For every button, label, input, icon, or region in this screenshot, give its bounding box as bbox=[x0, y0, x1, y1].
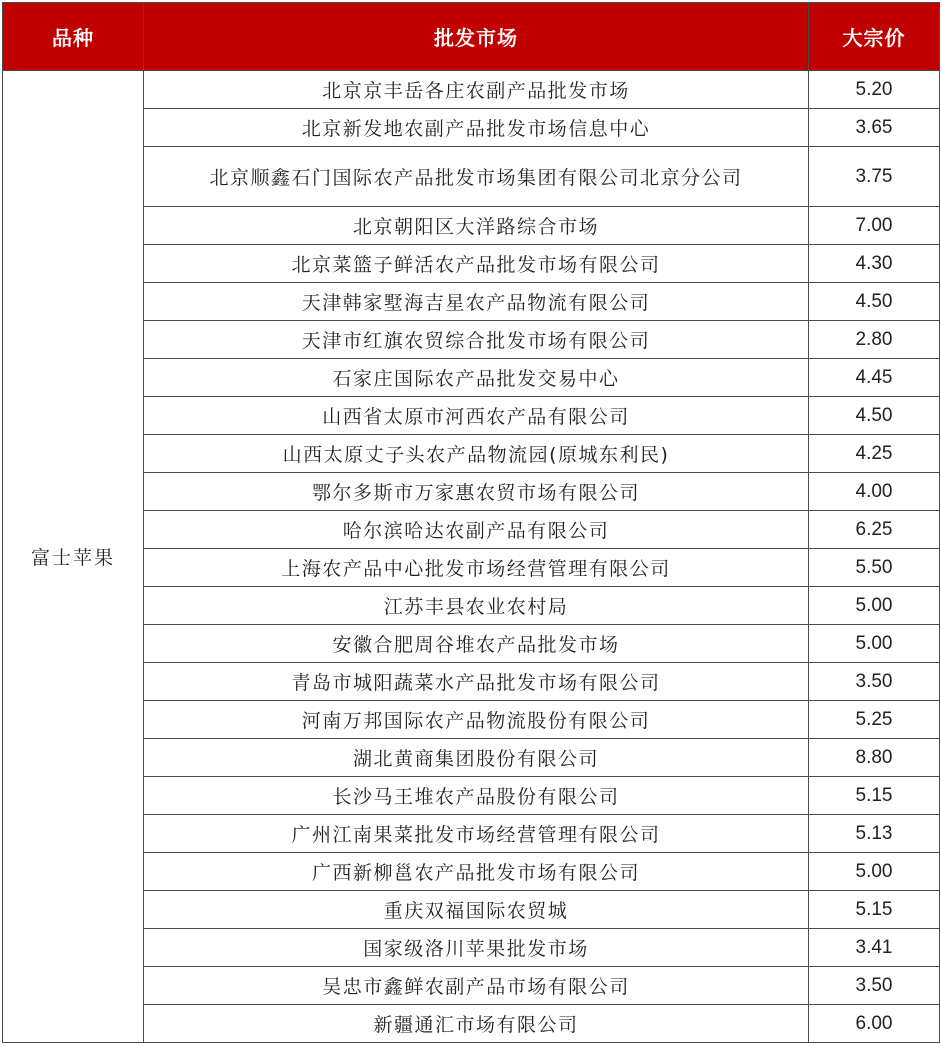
market-cell: 北京菜篮子鲜活农产品批发市场有限公司 bbox=[144, 245, 809, 283]
header-price: 大宗价 bbox=[809, 3, 940, 71]
table-row bbox=[3, 701, 940, 739]
price-cell: 4.45 bbox=[809, 359, 940, 397]
price-cell: 5.15 bbox=[809, 891, 940, 929]
table-row bbox=[3, 739, 940, 777]
table-row bbox=[3, 929, 940, 967]
table-row bbox=[3, 549, 940, 587]
table-row bbox=[3, 777, 940, 815]
variety-cell: 富士苹果 bbox=[3, 71, 144, 1043]
price-cell: 5.00 bbox=[809, 587, 940, 625]
price-cell: 5.20 bbox=[809, 71, 940, 109]
market-cell: 北京顺鑫石门国际农产品批发市场集团有限公司北京分公司 bbox=[144, 147, 809, 207]
market-cell: 新疆通汇市场有限公司 bbox=[144, 1005, 809, 1043]
market-cell: 青岛市城阳蔬菜水产品批发市场有限公司 bbox=[144, 663, 809, 701]
market-cell: 河南万邦国际农产品物流股份有限公司 bbox=[144, 701, 809, 739]
market-cell: 广州江南果菜批发市场经营管理有限公司 bbox=[144, 815, 809, 853]
table-row bbox=[3, 397, 940, 435]
price-cell: 6.25 bbox=[809, 511, 940, 549]
table-row bbox=[3, 109, 940, 147]
market-cell: 重庆双福国际农贸城 bbox=[144, 891, 809, 929]
market-cell: 国家级洛川苹果批发市场 bbox=[144, 929, 809, 967]
price-cell: 5.15 bbox=[809, 777, 940, 815]
price-cell: 3.75 bbox=[809, 147, 940, 207]
price-cell: 5.00 bbox=[809, 853, 940, 891]
table-row bbox=[3, 625, 940, 663]
table-row bbox=[3, 207, 940, 245]
header-variety: 品种 bbox=[3, 3, 144, 71]
market-cell: 哈尔滨哈达农副产品有限公司 bbox=[144, 511, 809, 549]
table-row bbox=[3, 147, 940, 207]
table-row bbox=[3, 71, 940, 109]
table-row bbox=[3, 245, 940, 283]
table-header bbox=[3, 3, 940, 71]
price-cell: 4.50 bbox=[809, 397, 940, 435]
market-cell: 鄂尔多斯市万家惠农贸市场有限公司 bbox=[144, 473, 809, 511]
table-row bbox=[3, 853, 940, 891]
price-cell: 4.00 bbox=[809, 473, 940, 511]
price-cell: 4.25 bbox=[809, 435, 940, 473]
market-cell: 石家庄国际农产品批发交易中心 bbox=[144, 359, 809, 397]
market-cell: 广西新柳邕农产品批发市场有限公司 bbox=[144, 853, 809, 891]
table-row bbox=[3, 967, 940, 1005]
table-row bbox=[3, 663, 940, 701]
market-cell: 山西太原丈子头农产品物流园(原城东利民) bbox=[144, 435, 809, 473]
price-cell: 3.41 bbox=[809, 929, 940, 967]
table-row bbox=[3, 891, 940, 929]
price-cell: 5.50 bbox=[809, 549, 940, 587]
table-row bbox=[3, 321, 940, 359]
price-cell: 4.30 bbox=[809, 245, 940, 283]
table-row bbox=[3, 1005, 940, 1043]
header-row bbox=[3, 3, 940, 71]
market-cell: 上海农产品中心批发市场经营管理有限公司 bbox=[144, 549, 809, 587]
price-cell: 3.65 bbox=[809, 109, 940, 147]
market-cell: 江苏丰县农业农村局 bbox=[144, 587, 809, 625]
market-cell: 天津韩家墅海吉星农产品物流有限公司 bbox=[144, 283, 809, 321]
price-cell: 8.80 bbox=[809, 739, 940, 777]
price-cell: 6.00 bbox=[809, 1005, 940, 1043]
price-cell: 4.50 bbox=[809, 283, 940, 321]
table-row bbox=[3, 815, 940, 853]
market-cell: 吴忠市鑫鲜农副产品市场有限公司 bbox=[144, 967, 809, 1005]
table-row bbox=[3, 511, 940, 549]
price-cell: 7.00 bbox=[809, 207, 940, 245]
price-cell: 3.50 bbox=[809, 663, 940, 701]
market-cell: 山西省太原市河西农产品有限公司 bbox=[144, 397, 809, 435]
table-row bbox=[3, 587, 940, 625]
table-row bbox=[3, 359, 940, 397]
table-row bbox=[3, 473, 940, 511]
market-cell: 长沙马王堆农产品股份有限公司 bbox=[144, 777, 809, 815]
table-body bbox=[3, 71, 940, 1043]
market-cell: 北京朝阳区大洋路综合市场 bbox=[144, 207, 809, 245]
market-cell: 北京京丰岳各庄农副产品批发市场 bbox=[144, 71, 809, 109]
price-cell: 5.00 bbox=[809, 625, 940, 663]
price-cell: 5.13 bbox=[809, 815, 940, 853]
market-cell: 天津市红旗农贸综合批发市场有限公司 bbox=[144, 321, 809, 359]
market-cell: 湖北黄商集团股份有限公司 bbox=[144, 739, 809, 777]
price-cell: 2.80 bbox=[809, 321, 940, 359]
table-row bbox=[3, 283, 940, 321]
price-cell: 5.25 bbox=[809, 701, 940, 739]
market-cell: 北京新发地农副产品批发市场信息中心 bbox=[144, 109, 809, 147]
market-cell: 安徽合肥周谷堆农产品批发市场 bbox=[144, 625, 809, 663]
table-row bbox=[3, 435, 940, 473]
price-table bbox=[2, 2, 940, 1043]
header-market: 批发市场 bbox=[144, 3, 809, 71]
price-cell: 3.50 bbox=[809, 967, 940, 1005]
